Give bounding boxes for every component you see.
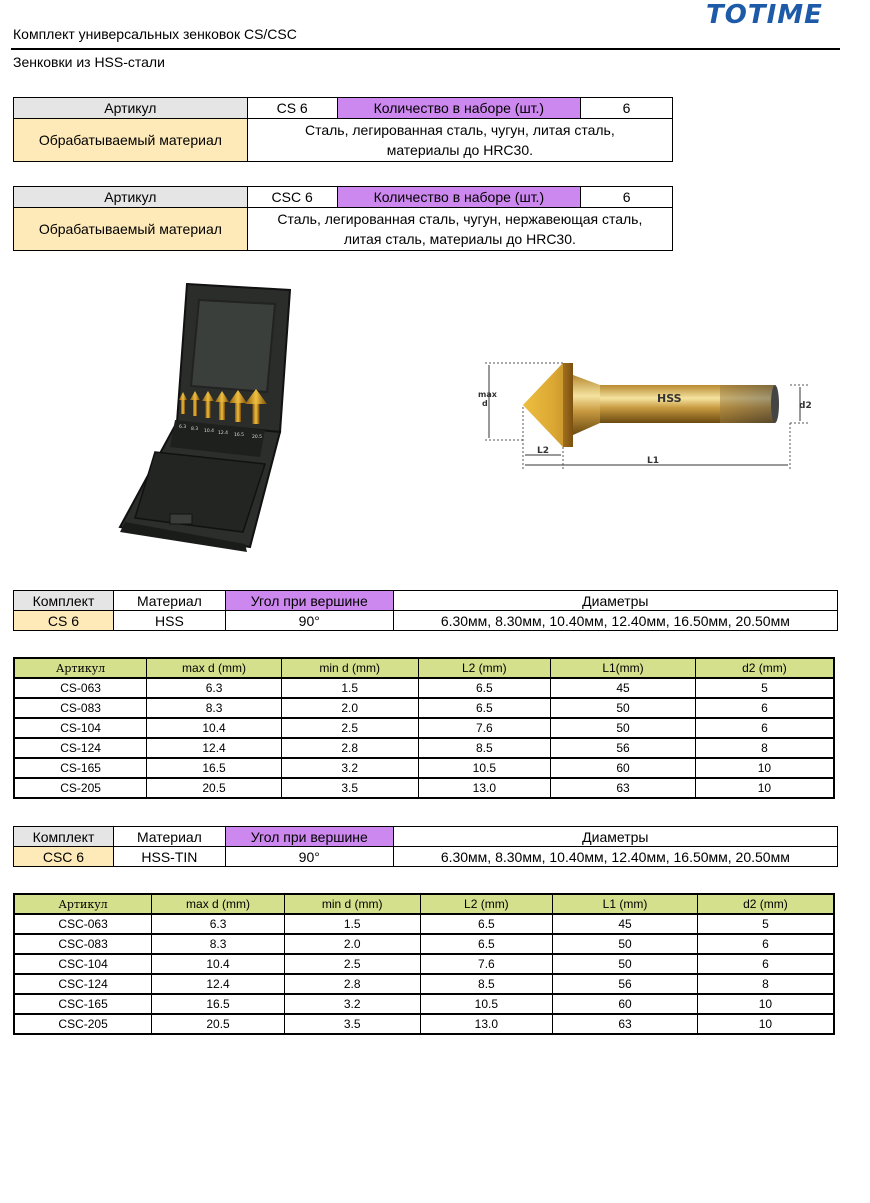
cell: 6.5 [418, 698, 551, 718]
kit-value: CSC 6 [14, 847, 114, 867]
qty-label: Количество в наборе (шт.) [337, 98, 581, 119]
article-label: Артикул [14, 98, 248, 119]
cell: 10 [695, 778, 834, 798]
countersink-case-image [115, 282, 295, 552]
qty-label: Количество в наборе (шт.) [337, 187, 581, 208]
table-header-row [14, 894, 834, 914]
cell: 63 [553, 1014, 698, 1034]
table-row [14, 934, 834, 954]
cell: 6.5 [420, 914, 553, 934]
case-size-label: 12.4 [218, 431, 229, 436]
cell: 50 [553, 954, 698, 974]
case-size-label: 16.5 [234, 433, 245, 438]
case-size-label: 8.3 [191, 427, 199, 432]
cell: 13.0 [418, 778, 551, 798]
cell: 6 [695, 698, 834, 718]
countersink-dimension-diagram [465, 345, 810, 475]
table-row [14, 738, 834, 758]
column-header: d2 (mm) [695, 658, 834, 678]
cell: 63 [551, 778, 696, 798]
material-value: HSS [113, 611, 225, 631]
cell: 2.5 [281, 718, 418, 738]
cell: 12.4 [147, 738, 282, 758]
cell: 2.8 [284, 974, 420, 994]
cell: 50 [551, 718, 696, 738]
cell: CSC-083 [14, 934, 152, 954]
column-header: min d (mm) [281, 658, 418, 678]
cell: 10.4 [152, 954, 285, 974]
table-row [14, 698, 834, 718]
cell: 60 [553, 994, 698, 1014]
cell: 10.5 [418, 758, 551, 778]
cell: 3.5 [281, 778, 418, 798]
column-header: L2 (mm) [418, 658, 551, 678]
cell: 8.5 [418, 738, 551, 758]
case-size-label: 20.5 [252, 435, 263, 440]
cell: CSC-063 [14, 914, 152, 934]
cell: 6.3 [147, 678, 282, 698]
angle-value: 90° [225, 611, 393, 631]
cell: 3.5 [284, 1014, 420, 1034]
set-summary-cs [13, 590, 838, 631]
cell: 20.5 [152, 1014, 285, 1034]
cell: 2.8 [281, 738, 418, 758]
cell: 1.5 [281, 678, 418, 698]
l2-label: L2 [537, 446, 549, 456]
l1-label: L1 [647, 456, 659, 466]
table-row [14, 678, 834, 698]
column-header: max d (mm) [147, 658, 282, 678]
article-label: Артикул [14, 187, 248, 208]
diameters-value: 6.30мм, 8.30мм, 10.40мм, 12.40мм, 16.50мм, 20.50мм [393, 847, 837, 867]
qty-value: 6 [581, 98, 673, 119]
material-value: Сталь, легированная сталь, чугун, литая сталь, материалы до HRC30. [247, 119, 672, 162]
cell: 5 [697, 914, 834, 934]
case-size-label: 6.3 [179, 425, 187, 430]
cell: 10.4 [147, 718, 282, 738]
table-row [14, 1014, 834, 1034]
kit-value: CS 6 [14, 611, 114, 631]
cell: 10 [697, 1014, 834, 1034]
qty-value: 6 [581, 187, 673, 208]
cell: 8.3 [147, 698, 282, 718]
dimensions-table-cs [13, 657, 835, 799]
angle-label: Угол при вершине [225, 591, 393, 611]
diameters-label: Диаметры [393, 827, 837, 847]
cell: 3.2 [281, 758, 418, 778]
cell: 7.6 [418, 718, 551, 738]
material-label: Материал [113, 827, 225, 847]
angle-label: Угол при вершине [225, 827, 393, 847]
table-row [14, 914, 834, 934]
cell: 50 [553, 934, 698, 954]
cell: 8.3 [152, 934, 285, 954]
material-value: Сталь, легированная сталь, чугун, нержавеющая сталь, литая сталь, материалы до HRC30. [247, 208, 672, 251]
d-label: d [482, 399, 488, 408]
cell: 2.0 [284, 934, 420, 954]
cell: CS-063 [14, 678, 147, 698]
cell: 13.0 [420, 1014, 553, 1034]
cell: CSC-165 [14, 994, 152, 1014]
cell: 2.0 [281, 698, 418, 718]
table-row [14, 758, 834, 778]
cell: 8.5 [420, 974, 553, 994]
case-size-label: 10.4 [204, 429, 215, 434]
angle-value: 90° [225, 847, 393, 867]
article-value: CS 6 [247, 98, 337, 119]
cell: 56 [553, 974, 698, 994]
column-header: min d (mm) [284, 894, 420, 914]
cell: CSC-104 [14, 954, 152, 974]
cell: CS-205 [14, 778, 147, 798]
spec-table-cs [13, 97, 673, 162]
set-summary-csc [13, 826, 838, 867]
cell: 6.3 [152, 914, 285, 934]
cell: 1.5 [284, 914, 420, 934]
cell: 12.4 [152, 974, 285, 994]
column-header: Артикул [14, 658, 147, 678]
cell: 6.5 [420, 934, 553, 954]
column-header: L2 (mm) [420, 894, 553, 914]
cell: 6 [695, 718, 834, 738]
page-subtitle: Зенковки из HSS-стали [13, 54, 165, 70]
d2-label: d2 [799, 401, 812, 411]
cell: 6.5 [418, 678, 551, 698]
cell: 45 [551, 678, 696, 698]
cell: 20.5 [147, 778, 282, 798]
table-header-row [14, 658, 834, 678]
cell: CS-165 [14, 758, 147, 778]
cell: 2.5 [284, 954, 420, 974]
cell: 8 [695, 738, 834, 758]
cell: 10 [697, 994, 834, 1014]
column-header: Артикул [14, 894, 152, 914]
cell: CSC-205 [14, 1014, 152, 1034]
max-d-label: max [478, 390, 497, 399]
diameters-label: Диаметры [393, 591, 837, 611]
material-label: Материал [113, 591, 225, 611]
column-header: max d (mm) [152, 894, 285, 914]
page-title: Комплект универсальных зенковок CS/CSC [13, 26, 297, 42]
kit-label: Комплект [14, 827, 114, 847]
cell: 6 [697, 934, 834, 954]
dimensions-table-csc [13, 893, 835, 1035]
cell: 5 [695, 678, 834, 698]
cell: 7.6 [420, 954, 553, 974]
cell: CS-083 [14, 698, 147, 718]
material-label: Обрабатываемый материал [14, 208, 248, 251]
material-label: Обрабатываемый материал [14, 119, 248, 162]
cell: CSC-124 [14, 974, 152, 994]
cell: 45 [553, 914, 698, 934]
cell: 16.5 [147, 758, 282, 778]
table-row [14, 974, 834, 994]
table-row [14, 954, 834, 974]
column-header: L1(mm) [551, 658, 696, 678]
cell: CS-104 [14, 718, 147, 738]
table-row [14, 994, 834, 1014]
cell: 3.2 [284, 994, 420, 1014]
cell: 6 [697, 954, 834, 974]
table-row [14, 718, 834, 738]
cell: 60 [551, 758, 696, 778]
cell: CS-124 [14, 738, 147, 758]
cell: 10 [695, 758, 834, 778]
cell: 56 [551, 738, 696, 758]
cell: 16.5 [152, 994, 285, 1014]
cell: 8 [697, 974, 834, 994]
table-row [14, 778, 834, 798]
spec-table-csc [13, 186, 673, 251]
kit-label: Комплект [14, 591, 114, 611]
material-value: HSS-TIN [113, 847, 225, 867]
title-divider [11, 48, 840, 50]
cell: 50 [551, 698, 696, 718]
cell: 10.5 [420, 994, 553, 1014]
diameters-value: 6.30мм, 8.30мм, 10.40мм, 12.40мм, 16.50мм, 20.50мм [393, 611, 837, 631]
column-header: d2 (mm) [697, 894, 834, 914]
brand-logo: TOTIME [706, 0, 823, 30]
hss-label: HSS [657, 392, 682, 405]
column-header: L1 (mm) [553, 894, 698, 914]
article-value: CSC 6 [247, 187, 337, 208]
